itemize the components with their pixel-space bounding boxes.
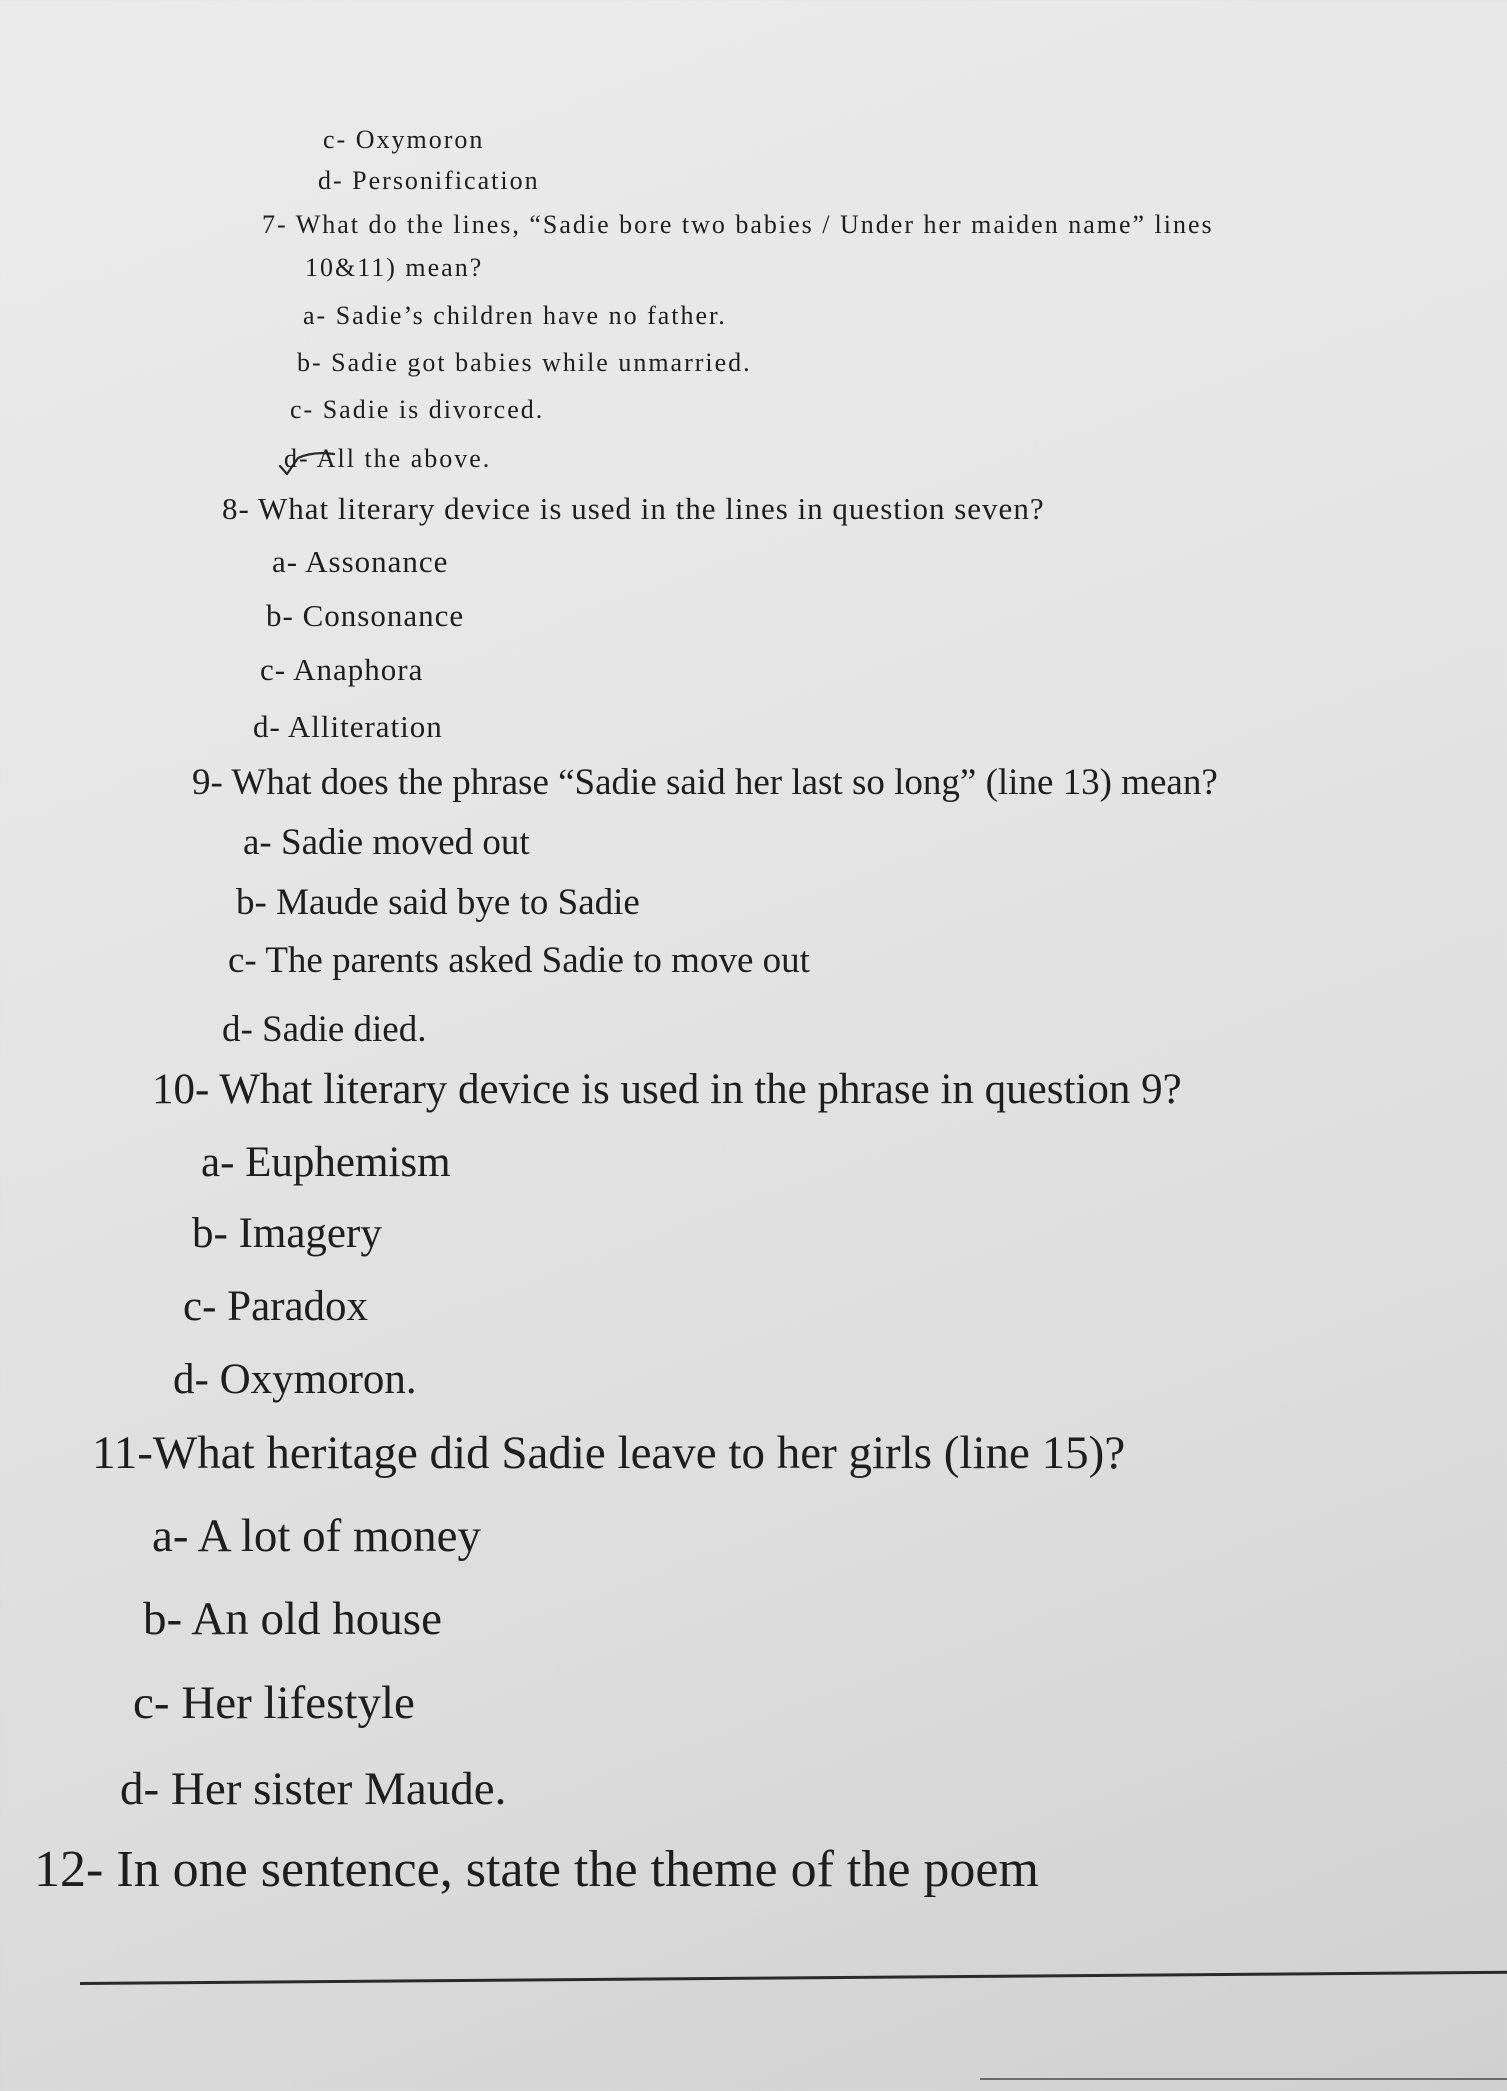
answer-line-secondary [980,2078,1507,2080]
q9-option-d: d- Sadie died. [222,1009,427,1050]
q6-option-d: d- Personification [318,166,540,195]
q10-option-d: d- Oxymoron. [173,1356,417,1403]
q6-option-c: c- Oxymoron [323,125,485,154]
q7-stem-line-1: 7- What do the lines, “Sadie bore two babies / Under her maiden name” lines [262,210,1214,239]
q11-stem: 11-What heritage did Sadie leave to her girls (line 15)? [92,1427,1126,1479]
q10-option-b: b- Imagery [192,1210,382,1257]
q9-option-c: c- The parents asked Sadie to move out [228,940,810,981]
q8-option-a: a- Assonance [272,544,449,579]
q10-option-a: a- Euphemism [201,1139,451,1186]
q11-option-a: a- A lot of money [152,1510,481,1562]
q7-option-d: d- All the above. [284,444,492,473]
q8-option-c: c- Anaphora [260,652,424,687]
q9-stem: 9- What does the phrase “Sadie said her last so long” (line 13) mean? [192,762,1218,803]
q8-option-b: b- Consonance [266,598,465,633]
q11-option-b: b- An old house [143,1593,442,1645]
q8-option-d: d- Alliteration [253,709,443,744]
q7-stem-line-2: 10&11) mean? [305,253,484,282]
q7-option-c: c- Sadie is divorced. [290,395,545,424]
q11-option-c: c- Her lifestyle [133,1677,415,1729]
q10-stem: 10- What literary device is used in the phrase in question 9? [152,1066,1182,1113]
q11-option-d: d- Her sister Maude. [120,1763,507,1815]
q10-option-c: c- Paradox [183,1283,369,1330]
q7-option-b: b- Sadie got babies while unmarried. [297,348,752,377]
q8-stem: 8- What literary device is used in the lines in question seven? [222,491,1045,526]
q7-option-a: a- Sadie’s children have no father. [303,301,727,330]
q12-stem: 12- In one sentence, state the theme of the poem [34,1841,1039,1898]
q9-option-a: a- Sadie moved out [243,822,530,863]
q9-option-b: b- Maude said bye to Sadie [236,882,640,923]
answer-line [80,1971,1507,1985]
